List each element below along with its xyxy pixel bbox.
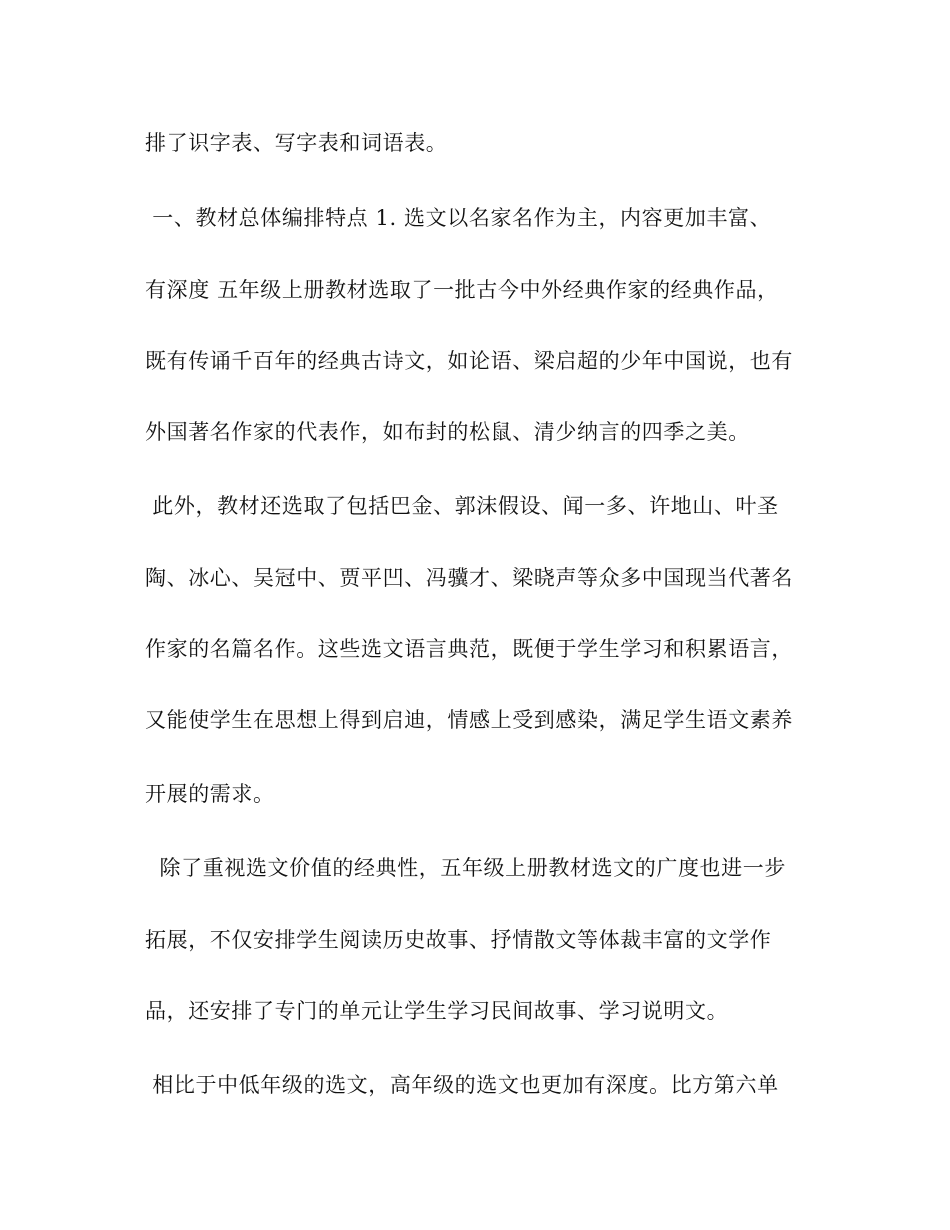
text-line: 除了重视选文价值的经典性，五年级上册教材选文的广度也进一步 [145, 856, 786, 880]
text-line: 排了识字表、写字表和词语表。 [145, 131, 448, 155]
text-line: 此外，教材还选取了包括巴金、郭沫假设、闻一多、许地山、叶圣 [145, 494, 779, 518]
text-line: 开展的需求。 [145, 782, 275, 806]
text-line: 外国著名作家的代表作，如布封的松鼠、清少纳言的四季之美。 [145, 420, 750, 444]
text-line: 既有传诵千百年的经典古诗文，如论语、梁启超的少年中国说，也有 [145, 349, 793, 373]
text-line: 又能使学生在思想上得到启迪，情感上受到感染，满足学生语文素养 [145, 708, 793, 732]
text-line: 一、教材总体编排特点 1. 选文以名家名作为主，内容更加丰富、 [145, 206, 772, 230]
text-line: 作家的名篇名作。这些选文语言典范，既便于学生学习和积累语言， [145, 637, 793, 661]
text-line: 品，还安排了专门的单元让学生学习民间故事、学习说明文。 [145, 999, 729, 1023]
text-line: 有深度 五年级上册教材选取了一批古今中外经典作家的经典作品， [145, 278, 779, 302]
text-line: 拓展，不仅安排学生阅读历史故事、抒情散文等体裁丰富的文学作 [145, 928, 772, 952]
text-line: 陶、冰心、吴冠中、贾平凹、冯骥才、梁晓声等众多中国现当代著名 [145, 566, 793, 590]
text-line: 相比于中低年级的选文，高年级的选文也更加有深度。比方第六单 [145, 1073, 779, 1097]
